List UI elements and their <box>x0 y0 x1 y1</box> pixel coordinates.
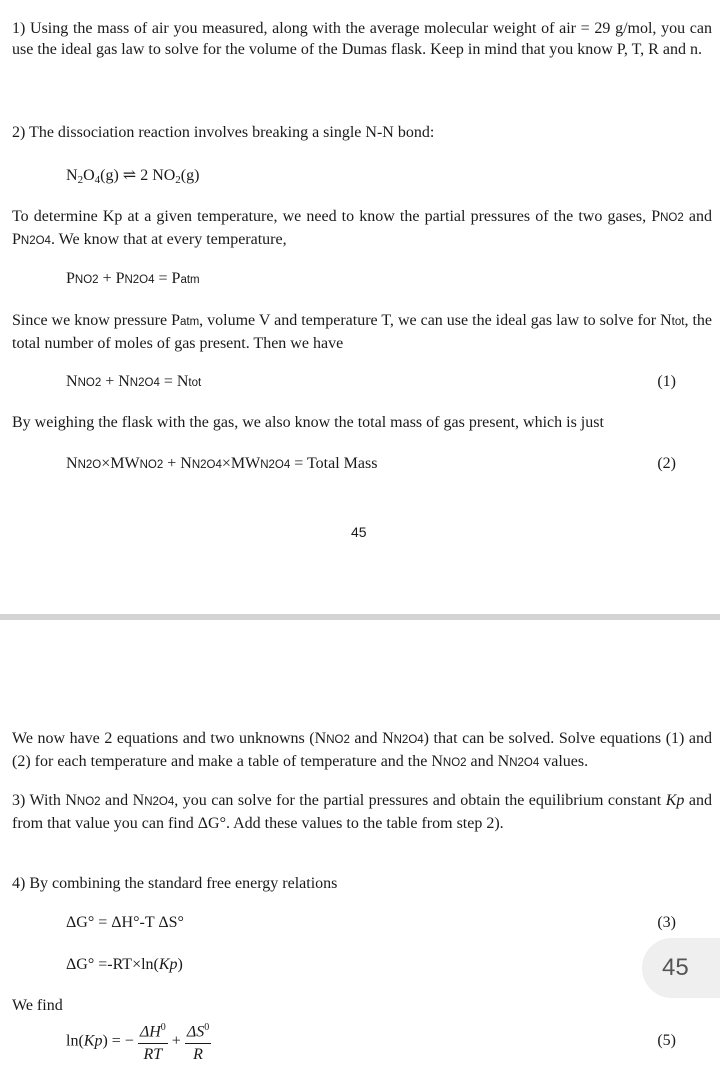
subscript: N2O4 <box>191 459 222 471</box>
subscript: NO2 <box>77 377 102 389</box>
two-equations-paragraph <box>12 728 712 774</box>
kp-symbol: Kp <box>158 956 178 973</box>
dissociation-reaction <box>66 166 199 190</box>
text-run: . We know that at every temperature, <box>50 231 287 248</box>
subscript: N2O4 <box>129 377 160 389</box>
item-3-paragraph <box>12 790 712 834</box>
weigh-paragraph: By weighing the flask with the gas, we also know the total mass of gas present, which is just <box>12 414 604 431</box>
subscript: NO2 <box>326 734 350 746</box>
subscript: N2O4 <box>20 235 51 247</box>
kp-paragraph <box>12 206 712 252</box>
page-number-badge[interactable]: 45 <box>642 938 720 998</box>
subscript: N2O <box>77 459 102 471</box>
subscript: NO2 <box>660 212 684 224</box>
item-1-text: 1) Using the mass of air you measured, along with the average molecular weight of air = 29 g/mol, you can use the ideal gas law to solve for the volume of the Dumas flask. Keep in mind that you know P, T, R and n. <box>12 20 712 58</box>
text-run: ) that can be solved. Solve equations (1) and (2) for each temperature and make a table of temperature and the N <box>12 730 713 770</box>
delta-h: ΔH <box>139 1023 161 1041</box>
text-run: , volume V and temperature T, we can use the ideal gas law to solve for N <box>199 312 672 329</box>
subscript: N2O4 <box>124 274 155 286</box>
subscript: tot <box>671 316 685 328</box>
text-run: ) <box>177 956 183 973</box>
text-run: , the total number of moles of gas present. Then we have <box>12 312 713 352</box>
text-run: Since we know pressure P <box>12 312 180 329</box>
fraction-denominator: R <box>193 1046 203 1064</box>
fraction-numerator <box>185 1018 211 1044</box>
fraction-dh-rt <box>138 1018 168 1065</box>
text-run: and N <box>466 753 510 770</box>
reaction-sub: 2 <box>77 174 84 186</box>
subscript: NO2 <box>442 757 467 769</box>
text-run: and from that value you can find ΔG°. Add these values to the table from step 2). <box>12 792 713 832</box>
we-find-text: We find <box>12 997 63 1014</box>
kp-symbol: Kp <box>83 1032 103 1050</box>
page-number: 45 <box>351 524 367 540</box>
text-run: To determine Kp at a given temperature, we need to know the partial pressures of the two gases, P <box>12 208 661 225</box>
subscript: atm <box>179 316 200 328</box>
text-run: N <box>66 455 78 472</box>
text-run: + N <box>163 455 192 472</box>
equation-3-number: (3) <box>657 914 676 931</box>
subscript: N2O4 <box>144 796 175 808</box>
item-2-intro: 2) The dissociation reaction involves breaking a single N-N bond: <box>12 124 435 141</box>
equation-1-number: (1) <box>657 373 676 390</box>
equation-3: ΔG° = ΔH°-T ΔS° <box>66 914 184 931</box>
subscript: NO2 <box>76 796 101 808</box>
page-divider <box>0 614 720 620</box>
fraction-denominator: RT <box>143 1046 163 1064</box>
text-run: P <box>66 270 75 287</box>
subscript: N2O4 <box>260 459 291 471</box>
pressure-equation <box>66 269 200 290</box>
reaction-product: 2 NO <box>140 167 176 184</box>
text-run: , you can solve for the partial pressures and obtain the equilibrium constant <box>174 792 666 809</box>
text-run: values. <box>539 753 589 770</box>
text-run: + P <box>98 270 125 287</box>
text-run: and N <box>349 730 394 747</box>
text-run: N <box>66 373 78 390</box>
subscript: N2O4 <box>509 757 540 769</box>
kp-symbol: Kp <box>665 792 685 809</box>
fraction-ds-r <box>185 1018 211 1065</box>
subscript: tot <box>188 377 202 389</box>
subscript: NO2 <box>139 459 164 471</box>
subscript: N2O4 <box>393 734 424 746</box>
reaction-phase: (g) <box>100 167 119 184</box>
reaction-sub: 4 <box>94 174 101 186</box>
text-run: ΔG° =-RT×ln( <box>66 956 159 973</box>
subscript: NO2 <box>74 274 99 286</box>
item-4-text: 4) By combining the standard free energy relations <box>12 875 338 892</box>
reaction-n: N <box>66 167 78 184</box>
equation-5-number: (5) <box>657 1032 676 1049</box>
equation-1 <box>66 372 201 393</box>
text-run: ) = − <box>102 1032 134 1050</box>
superscript: 0 <box>204 1022 210 1033</box>
subscript: atm <box>180 274 200 286</box>
text-run: We now have 2 equations and two unknowns (N <box>12 730 327 747</box>
text-run: and P <box>12 208 712 248</box>
equilibrium-arrow-icon: ⇌ <box>122 167 137 184</box>
text-run: 3) With N <box>12 792 77 809</box>
text-run: ×MW <box>101 455 140 472</box>
text-run: and N <box>100 792 145 809</box>
text-run: ln( <box>66 1032 84 1050</box>
reaction-phase: (g) <box>180 167 200 184</box>
delta-s: ΔS <box>186 1023 205 1041</box>
equation-5 <box>66 1018 211 1065</box>
equation-2 <box>66 454 377 475</box>
since-paragraph <box>12 310 712 354</box>
equation-2-number: (2) <box>657 455 676 472</box>
text-run: = P <box>154 270 181 287</box>
reaction-sub: 2 <box>175 174 181 186</box>
fraction-numerator <box>138 1018 168 1044</box>
superscript: 0 <box>160 1022 166 1033</box>
text-run: = Total Mass <box>290 455 378 472</box>
text-run: ×MW <box>221 455 261 472</box>
text-run: = N <box>159 373 189 390</box>
reaction-o: O <box>83 167 95 184</box>
plus-sign: + <box>171 1032 181 1050</box>
text-run: + N <box>101 373 130 390</box>
equation-4 <box>66 955 183 975</box>
